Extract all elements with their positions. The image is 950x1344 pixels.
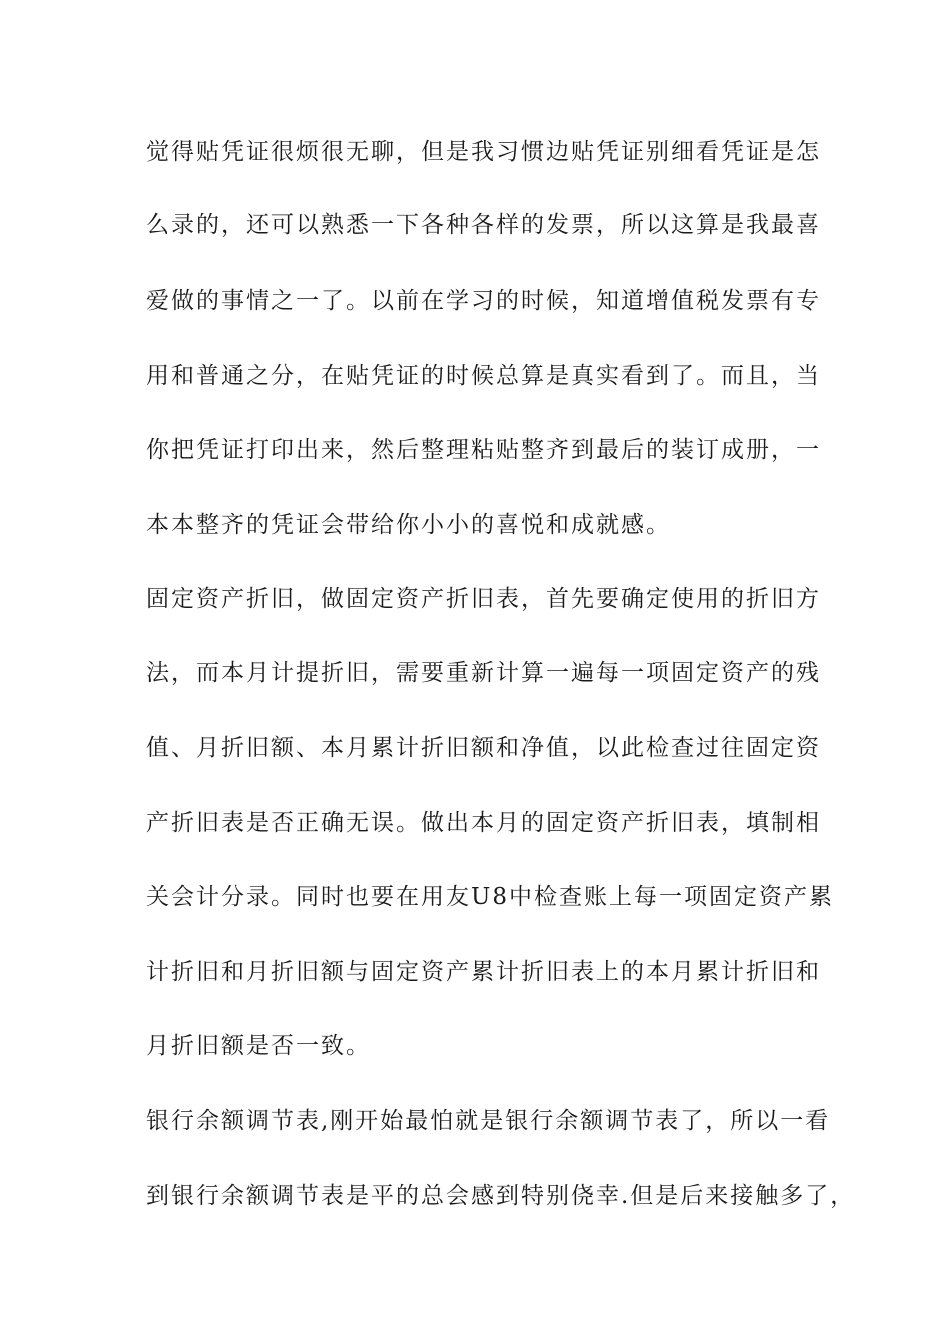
text-line: 爱做的事情之一了。以前在学习的时候，知道增值税发票有专 — [146, 288, 821, 314]
text-line: 本本整齐的凭证会带给你小小的喜悦和成就感。 — [146, 512, 671, 538]
text-line: 用和普通之分，在贴凭证的时候总算是真实看到了。而且，当 — [146, 363, 821, 389]
text-line: 固定资产折旧，做固定资产折旧表，首先要确定使用的折旧方 — [146, 586, 821, 612]
text-line: 值、月折旧额、本月累计折旧额和净值，以此检查过往固定资 — [146, 735, 821, 761]
text-line: 计折旧和月折旧额与固定资产累计折旧表上的本月累计折旧和 — [146, 959, 821, 985]
text-line: 到银行余额调节表是平的总会感到特别侥幸.但是后来接触多了， — [146, 1183, 856, 1209]
text-line: 产折旧表是否正确无误。做出本月的固定资产折旧表，填制相 — [146, 810, 821, 836]
text-line: 银行余额调节表,刚开始最怕就是银行余额调节表了，所以一看 — [146, 1108, 831, 1134]
text-line: 你把凭证打印出来，然后整理粘贴整齐到最后的装订成册，一 — [146, 437, 821, 463]
text-line: 么录的，还可以熟悉一下各种各样的发票，所以这算是我最喜 — [146, 212, 821, 238]
text-line: 月折旧额是否一致。 — [146, 1033, 371, 1059]
text-line: 法，而本月计提折旧，需要重新计算一遍每一项固定资产的残 — [146, 660, 821, 686]
text-line: 关会计分录。同时也要在用友U8中检查账上每一项固定资产累 — [146, 884, 835, 910]
text-line: 觉得贴凭证很烦很无聊，但是我习惯边贴凭证别细看凭证是怎 — [146, 139, 821, 165]
